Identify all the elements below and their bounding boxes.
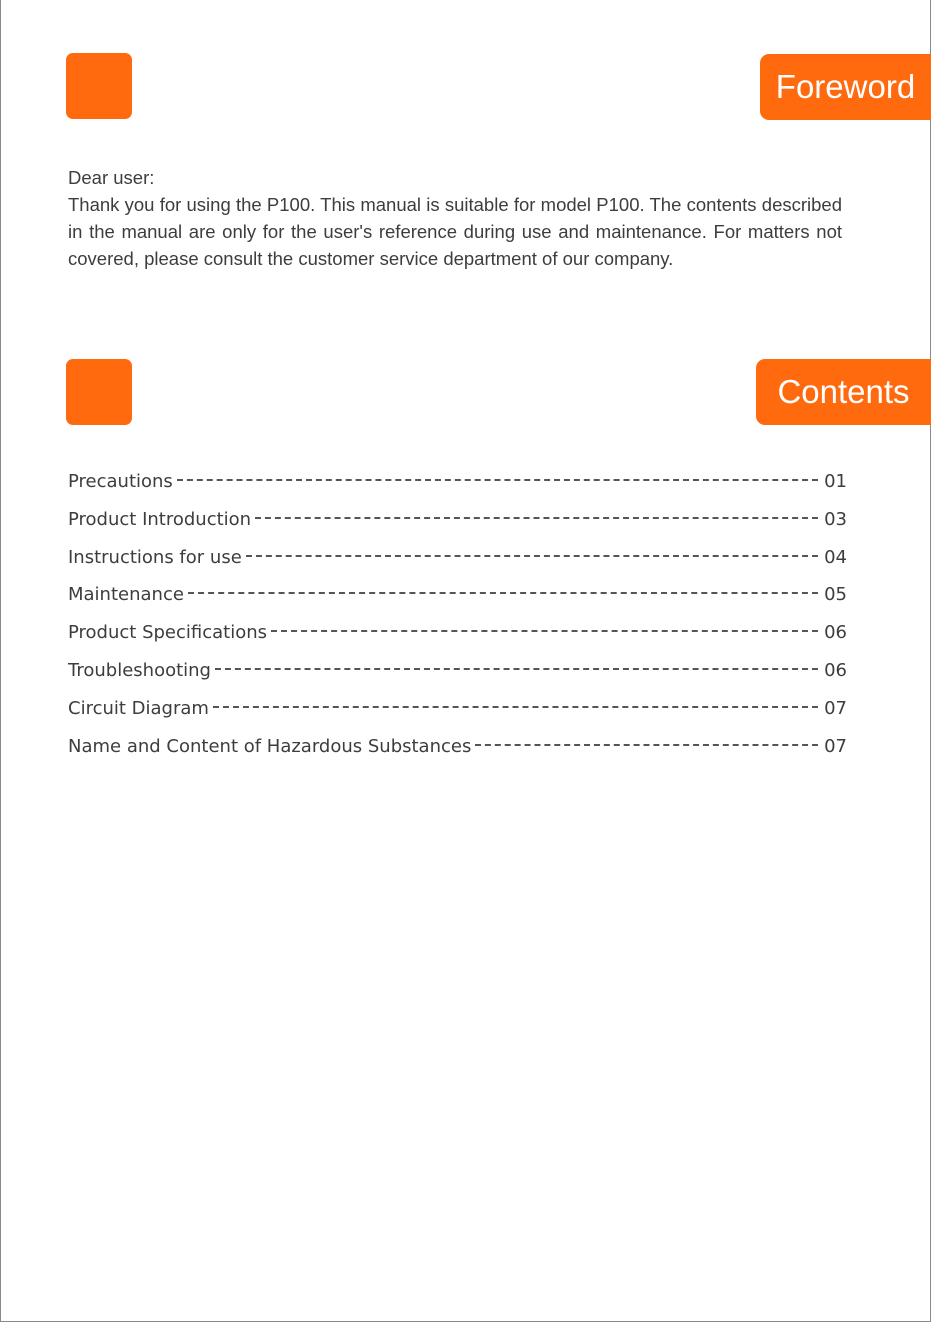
toc-item-maintenance[interactable] bbox=[68, 584, 847, 622]
contents-heading-tab: Contents bbox=[756, 359, 931, 425]
foreword-greeting: Dear user: bbox=[68, 167, 155, 188]
foreword-marker-square bbox=[66, 53, 132, 119]
toc-leader bbox=[188, 592, 818, 594]
toc-item-circuit-diagram[interactable] bbox=[68, 698, 847, 736]
toc-leader bbox=[246, 555, 818, 557]
toc-leader bbox=[213, 706, 818, 708]
toc-item-product-introduction[interactable] bbox=[68, 509, 847, 547]
toc-item-title: Precautions bbox=[68, 471, 173, 492]
table-of-contents bbox=[68, 471, 847, 773]
toc-leader bbox=[475, 744, 818, 746]
toc-item-hazardous-substances[interactable] bbox=[68, 736, 847, 774]
toc-item-title: Instructions for use bbox=[68, 546, 242, 568]
foreword-body: Thank you for using the P100. This manual is suitable for model P100. The contents described in the manual are only for the user's reference during use and maintenance. For matters not covered, please consult the customer service department of our company. bbox=[68, 194, 842, 269]
toc-item-page: 06 bbox=[824, 622, 847, 644]
toc-item-page: 07 bbox=[824, 735, 847, 757]
toc-leader bbox=[255, 517, 818, 519]
toc-item-title: Product Specifications bbox=[68, 622, 268, 644]
toc-leader bbox=[177, 479, 818, 481]
toc-item-title: Product Introduction bbox=[68, 508, 252, 530]
toc-item-title: Circuit Diagram bbox=[68, 697, 209, 719]
toc-item-title: Name and Content of Hazardous Substances bbox=[68, 735, 472, 757]
toc-item-troubleshooting[interactable] bbox=[68, 660, 847, 698]
toc-item-page: 03 bbox=[824, 508, 847, 530]
foreword-heading-tab: Foreword bbox=[760, 54, 931, 120]
toc-leader bbox=[215, 668, 818, 670]
toc-item-product-specifications[interactable] bbox=[68, 622, 847, 660]
toc-item-title: Maintenance bbox=[68, 584, 184, 606]
toc-item-page: 04 bbox=[824, 546, 847, 568]
toc-item-precautions[interactable] bbox=[68, 471, 847, 509]
toc-item-page: 07 bbox=[824, 697, 847, 719]
toc-item-page: 05 bbox=[824, 584, 847, 606]
toc-item-instructions-for-use[interactable] bbox=[68, 547, 847, 585]
toc-item-page: 06 bbox=[824, 659, 847, 681]
foreword-text bbox=[68, 164, 842, 272]
contents-marker-square bbox=[66, 359, 132, 425]
toc-leader bbox=[271, 630, 818, 632]
toc-item-page: 01 bbox=[824, 471, 847, 492]
toc-item-title: Troubleshooting bbox=[68, 659, 211, 681]
